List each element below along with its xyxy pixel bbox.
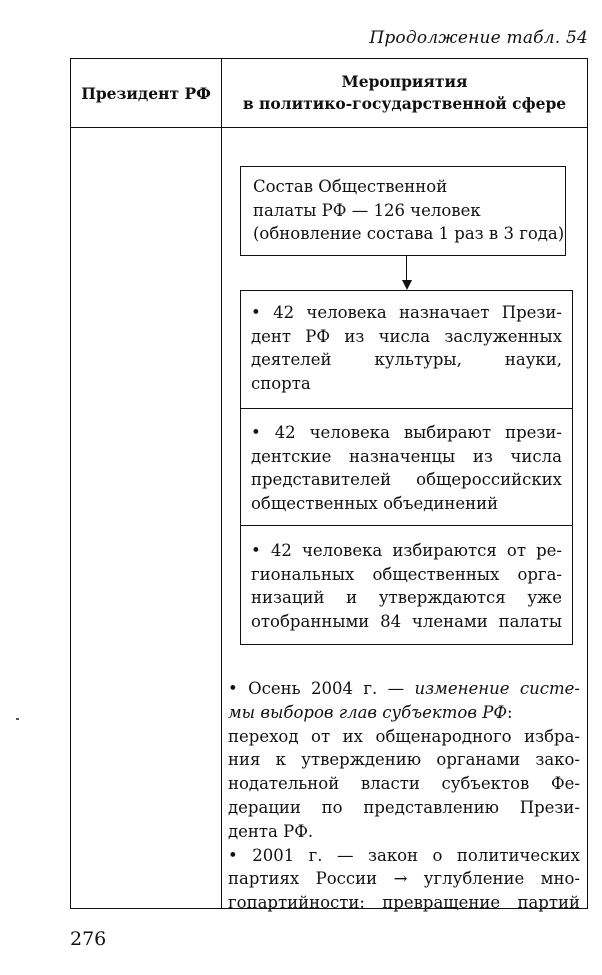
method-line: • 42 человека назначает Прези- (251, 303, 562, 322)
column-header-line-1: Мероприятия (341, 72, 468, 91)
events-text (228, 677, 580, 915)
column-header-line-2: в политико-государственной сфере (242, 94, 567, 113)
method-line: гиональных общественных орга- (251, 564, 562, 584)
event-line: ния к утверждению органами зако- (228, 750, 580, 770)
stack-divider (241, 408, 572, 409)
method-line: • 42 человека выбирают прези- (251, 423, 562, 442)
method-line: представителей общероссийских (251, 470, 562, 489)
method-line: низаций и утверждаются уже (251, 588, 562, 607)
law-text: углубление мно- (407, 869, 581, 889)
right-arrow-icon: → (393, 869, 408, 889)
composition-line: палаты РФ — 126 человек (253, 200, 481, 220)
continuation-label: Продолжение табл. 54 (369, 28, 588, 48)
column-header-measures (222, 59, 587, 127)
header-divider (71, 127, 587, 128)
autumn-emphasis: мы выборов глав субъектов РФ (228, 702, 508, 722)
event-line: • 2001 г. — закон о политических (228, 845, 580, 865)
method-line: дент РФ из числа заслуженных (251, 326, 562, 346)
page-number: 276 (70, 928, 107, 950)
method-line: спорта (251, 373, 311, 393)
down-arrow-shaft (406, 256, 407, 282)
column-divider (221, 59, 222, 908)
autumn-prefix: • Осень 2004 г. — (228, 679, 415, 698)
selection-method-item (241, 539, 572, 633)
event-line: нодательной власти субъектов Фе- (228, 774, 580, 794)
event-line (228, 867, 580, 891)
method-line: отобранными 84 членами палаты (251, 611, 562, 631)
autumn-emphasis: изменение систе- (414, 679, 580, 698)
event-line: дента РФ. (228, 821, 314, 841)
stack-divider (241, 525, 572, 526)
autumn-colon: : (507, 702, 513, 722)
margin-speck (16, 718, 19, 720)
column-header-president: Президент РФ (81, 83, 211, 103)
event-line: дерации по представлению Прези- (228, 797, 580, 817)
selection-methods-stack (240, 290, 573, 645)
method-line: • 42 человека избираются от ре- (251, 541, 562, 560)
event-line: гопартийности: превращение партий (228, 893, 580, 913)
chamber-composition-box (240, 166, 566, 256)
method-line: деятелей культуры, науки, (251, 350, 562, 369)
selection-method-item (241, 421, 572, 515)
law-text: партиях России (228, 869, 378, 889)
event-line: переход от их общенародного избра- (228, 726, 580, 746)
event-line (228, 701, 580, 725)
event-line (228, 677, 580, 701)
method-line: общественных объединений (251, 493, 499, 513)
selection-method-item (241, 301, 572, 395)
composition-line: Состав Общественной (253, 177, 448, 196)
method-line: дентские назначенцы из числа (251, 446, 562, 466)
composition-line: (обновление состава 1 раз в 3 года) (253, 224, 565, 243)
down-arrow-icon (402, 280, 412, 290)
